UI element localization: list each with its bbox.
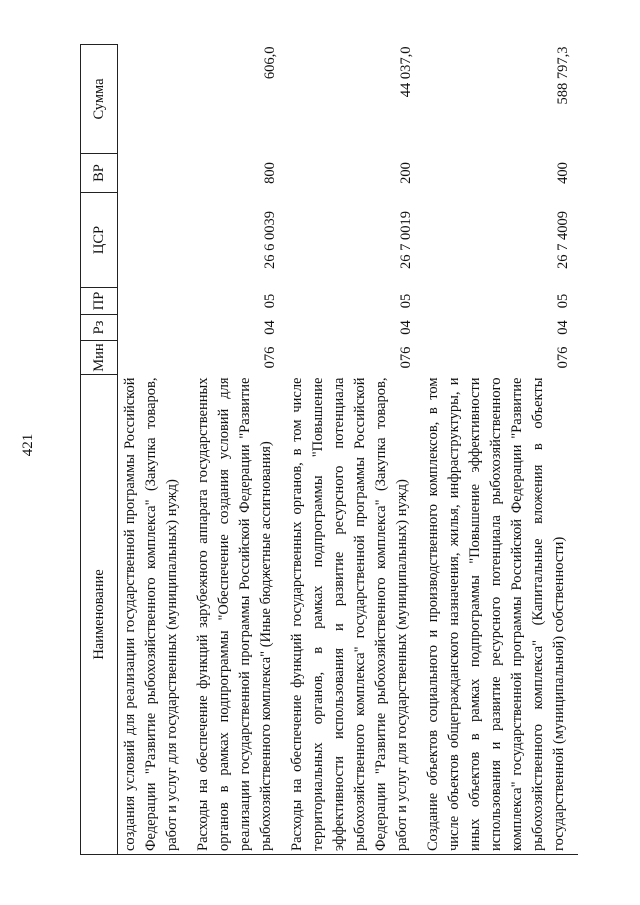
row-sum: 44 037,0 — [398, 46, 414, 98]
header-csr: ЦСР — [81, 193, 118, 288]
header-vr: ВР — [81, 154, 118, 193]
row-name: Создание объектов социального и производственного комплексов, в том числе объектов общегражданского назначения, жилья, инфраструктуры, и иных объектов в рамках подпрограммы "Повышение эффективности использования и развитие ресурсного потенциала рыбохозяйственного комплекса" государственной программы Российской Федерации "Развитие рыбохозяйственного комплекса" (Капитальные вложения в объекты государственной (муниципальной) собственности) — [421, 375, 578, 855]
row-sum: 588 797,3 — [555, 46, 571, 105]
row-min: 076 — [262, 346, 278, 369]
row-vr: 400 — [555, 162, 571, 184]
row-rz — [118, 315, 192, 341]
rotated-content — [20, 15, 571, 855]
row-pr: 05 — [262, 293, 278, 309]
row-vr — [118, 154, 192, 193]
table-row — [191, 45, 285, 855]
row-rz: 04 — [262, 320, 278, 335]
budget-table — [80, 44, 578, 855]
row-min — [118, 341, 192, 375]
row-rz: 04 — [398, 320, 414, 335]
row-min: 076 — [555, 346, 571, 369]
table-header-row — [81, 45, 118, 855]
row-sum — [118, 45, 192, 154]
row-csr: 26 7 0019 — [398, 211, 414, 269]
row-pr: 05 — [555, 293, 571, 309]
table-row — [421, 45, 578, 855]
row-name: Расходы на обеспечение функций государственных органов, в том числе территориальных органов, в рамках подпрограммы "Повышение эффективности использования и развитие ресурсного потенциала рыбохозяйственного комплекса" государственной программы Российской Федерации "Развитие рыбохозяйственного комплекса" (Закупка товаров, работ и услуг для государственных (муниципальных) нужд) — [285, 375, 421, 855]
header-name: Наименование — [81, 375, 118, 855]
row-csr: 26 6 0039 — [262, 211, 278, 269]
row-min: 076 — [398, 346, 414, 369]
table-row — [285, 45, 421, 855]
row-pr: 05 — [398, 293, 414, 309]
row-csr — [118, 193, 192, 288]
row-vr: 800 — [262, 162, 278, 184]
page-number: 421 — [20, 433, 36, 457]
header-pr: ПР — [81, 288, 118, 315]
header-min: Мин — [81, 341, 118, 375]
row-name: создания условий для реализации государственной программы Российской Федерации "Развитие рыбохозяйственного комплекса" (Закупка товаров, работ и услуг для государственных (муниципальных) нужд) — [118, 375, 192, 855]
row-csr: 26 7 4009 — [555, 211, 571, 269]
row-sum: 606,0 — [262, 46, 278, 80]
table-row — [118, 45, 192, 855]
row-pr — [118, 288, 192, 315]
row-vr: 200 — [398, 162, 414, 184]
header-sum: Сумма — [81, 45, 118, 154]
row-rz: 04 — [555, 320, 571, 335]
row-name: Расходы на обеспечение функций зарубежного аппарата государственных органов в рамках подпрограммы "Обеспечение создания условий для реализации государственной программы Российской Федерации "Развитие рыбохозяйственного комплекса" (Иные бюджетные ассигнования) — [191, 375, 285, 855]
header-rz: Рз — [81, 315, 118, 341]
